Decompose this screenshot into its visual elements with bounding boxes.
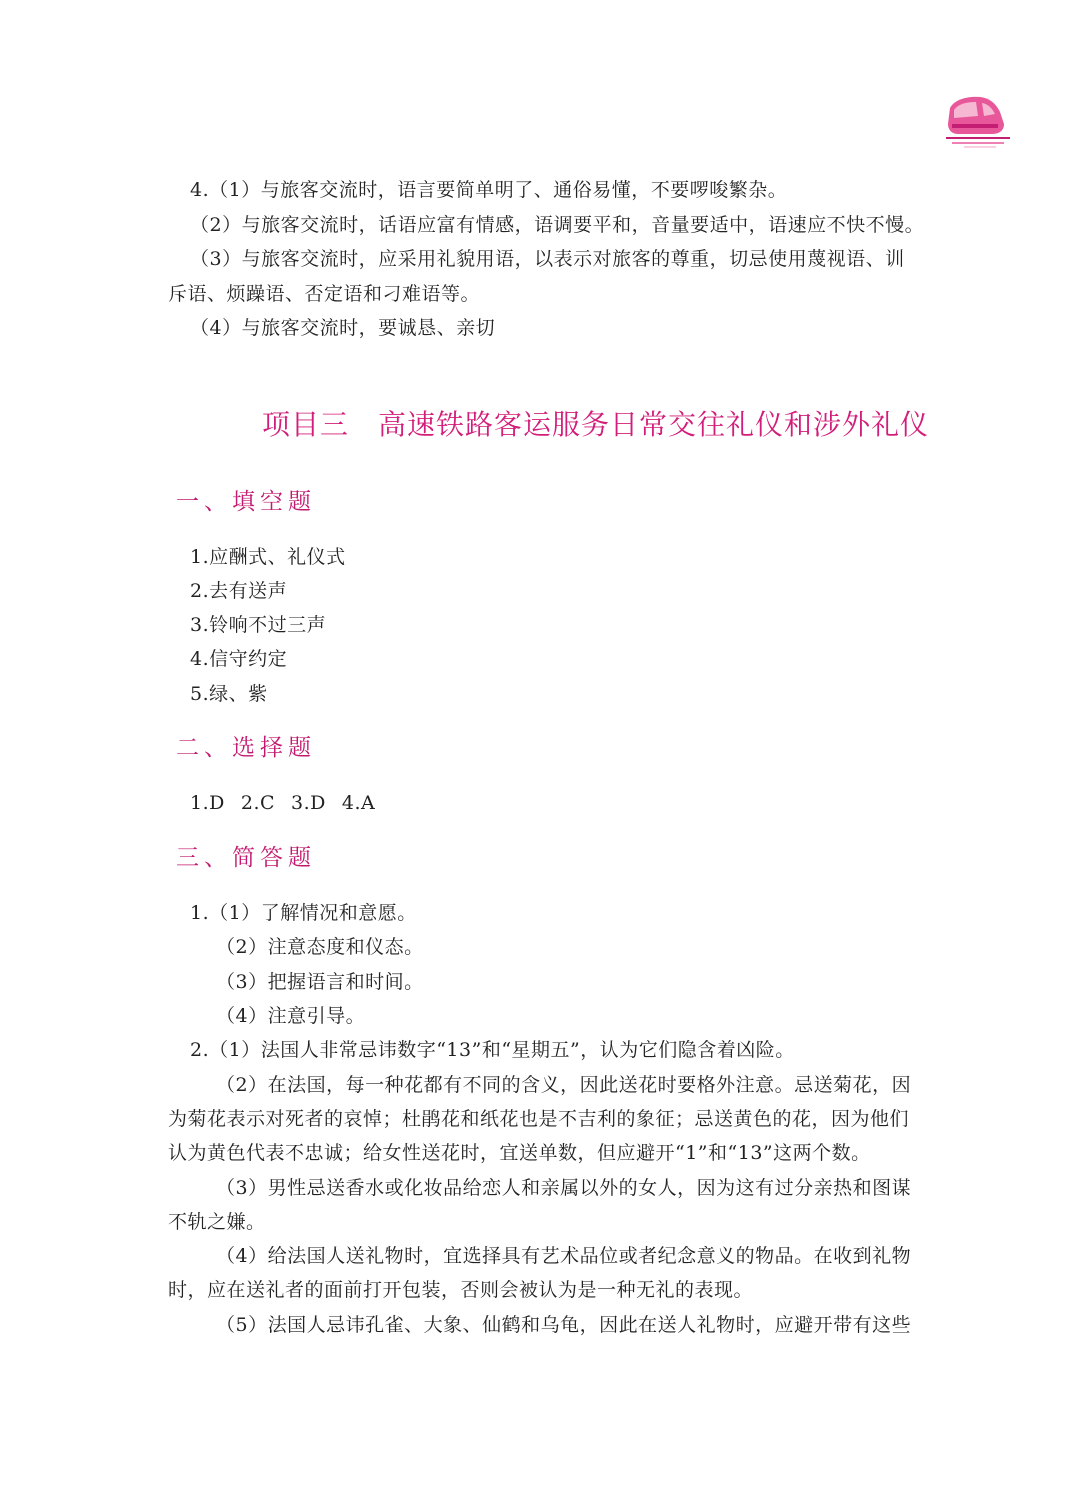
fill-blank-item: 2.去有送声 [190, 580, 288, 602]
fill-blank-item: 4.信守约定 [190, 648, 288, 670]
answer-line: 4.（1）与旅客交流时，语言要简单明了、通俗易懂，不要啰唆繁杂。 [190, 179, 788, 201]
short-answer-line: （2）在法国，每一种花都有不同的含义，因此送花时要格外注意。忌送菊花，因 [216, 1074, 912, 1096]
project-title: 项目三 高速铁路客运服务日常交往礼仪和涉外礼仪 [262, 408, 930, 441]
answer-line: 斥语、烦躁语、否定语和刁难语等。 [168, 283, 481, 305]
short-answer-line: （3）男性忌送香水或化妆品给恋人和亲属以外的女人，因为这有过分亲热和图谋 [216, 1177, 912, 1199]
answer-line: （2）与旅客交流时，话语应富有情感，语调要平和，音量要适中，语速应不快不慢。 [190, 214, 925, 236]
short-answer-line: （4）注意引导。 [216, 1005, 366, 1027]
high-speed-train-icon [944, 94, 1014, 150]
choice-answer: 1.D [190, 792, 225, 814]
section-heading-choice: 二、选择题 [176, 735, 316, 761]
fill-blank-item: 5.绿、紫 [190, 683, 268, 705]
answer-line: （3）与旅客交流时，应采用礼貌用语，以表示对旅客的尊重，切忌使用蔑视语、训 [190, 248, 905, 270]
answer-line: （4）与旅客交流时，要诚恳、亲切 [190, 317, 496, 339]
fill-blank-item: 3.铃响不过三声 [190, 614, 327, 636]
short-answer-line: 1.（1）了解情况和意愿。 [190, 902, 417, 924]
short-answer-line: 认为黄色代表不忠诚；给女性送花时，宜送单数，但应避开“1”和“13”这两个数。 [168, 1142, 871, 1164]
choice-answer: 4.A [341, 792, 376, 814]
short-answer-line: 2.（1）法国人非常忌讳数字“13”和“星期五”，认为它们隐含着凶险。 [190, 1039, 795, 1061]
fill-blank-item: 1.应酬式、礼仪式 [190, 546, 346, 568]
choice-answer: 2.C [240, 792, 276, 814]
short-answer-line: 时，应在送礼者的面前打开包装，否则会被认为是一种无礼的表现。 [168, 1279, 754, 1301]
short-answer-line: （5）法国人忌讳孔雀、大象、仙鹤和乌龟，因此在送人礼物时，应避开带有这些 [216, 1314, 912, 1336]
short-answer-line: 不轨之嫌。 [168, 1211, 266, 1233]
short-answer-line: 为菊花表示对死者的哀悼；杜鹃花和纸花也是不吉利的象征；忌送黄色的花，因为他们 [168, 1108, 910, 1130]
short-answer-line: （2）注意态度和仪态。 [216, 936, 424, 958]
choice-answers [190, 791, 391, 815]
short-answer-line: （3）把握语言和时间。 [216, 971, 424, 993]
section-heading-short-answer: 三、简答题 [176, 845, 316, 871]
short-answer-line: （4）给法国人送礼物时，宜选择具有艺术品位或者纪念意义的物品。在收到礼物 [216, 1245, 912, 1267]
choice-answer: 3.D [291, 792, 326, 814]
section-heading-fill-blank: 一、填空题 [176, 489, 316, 515]
